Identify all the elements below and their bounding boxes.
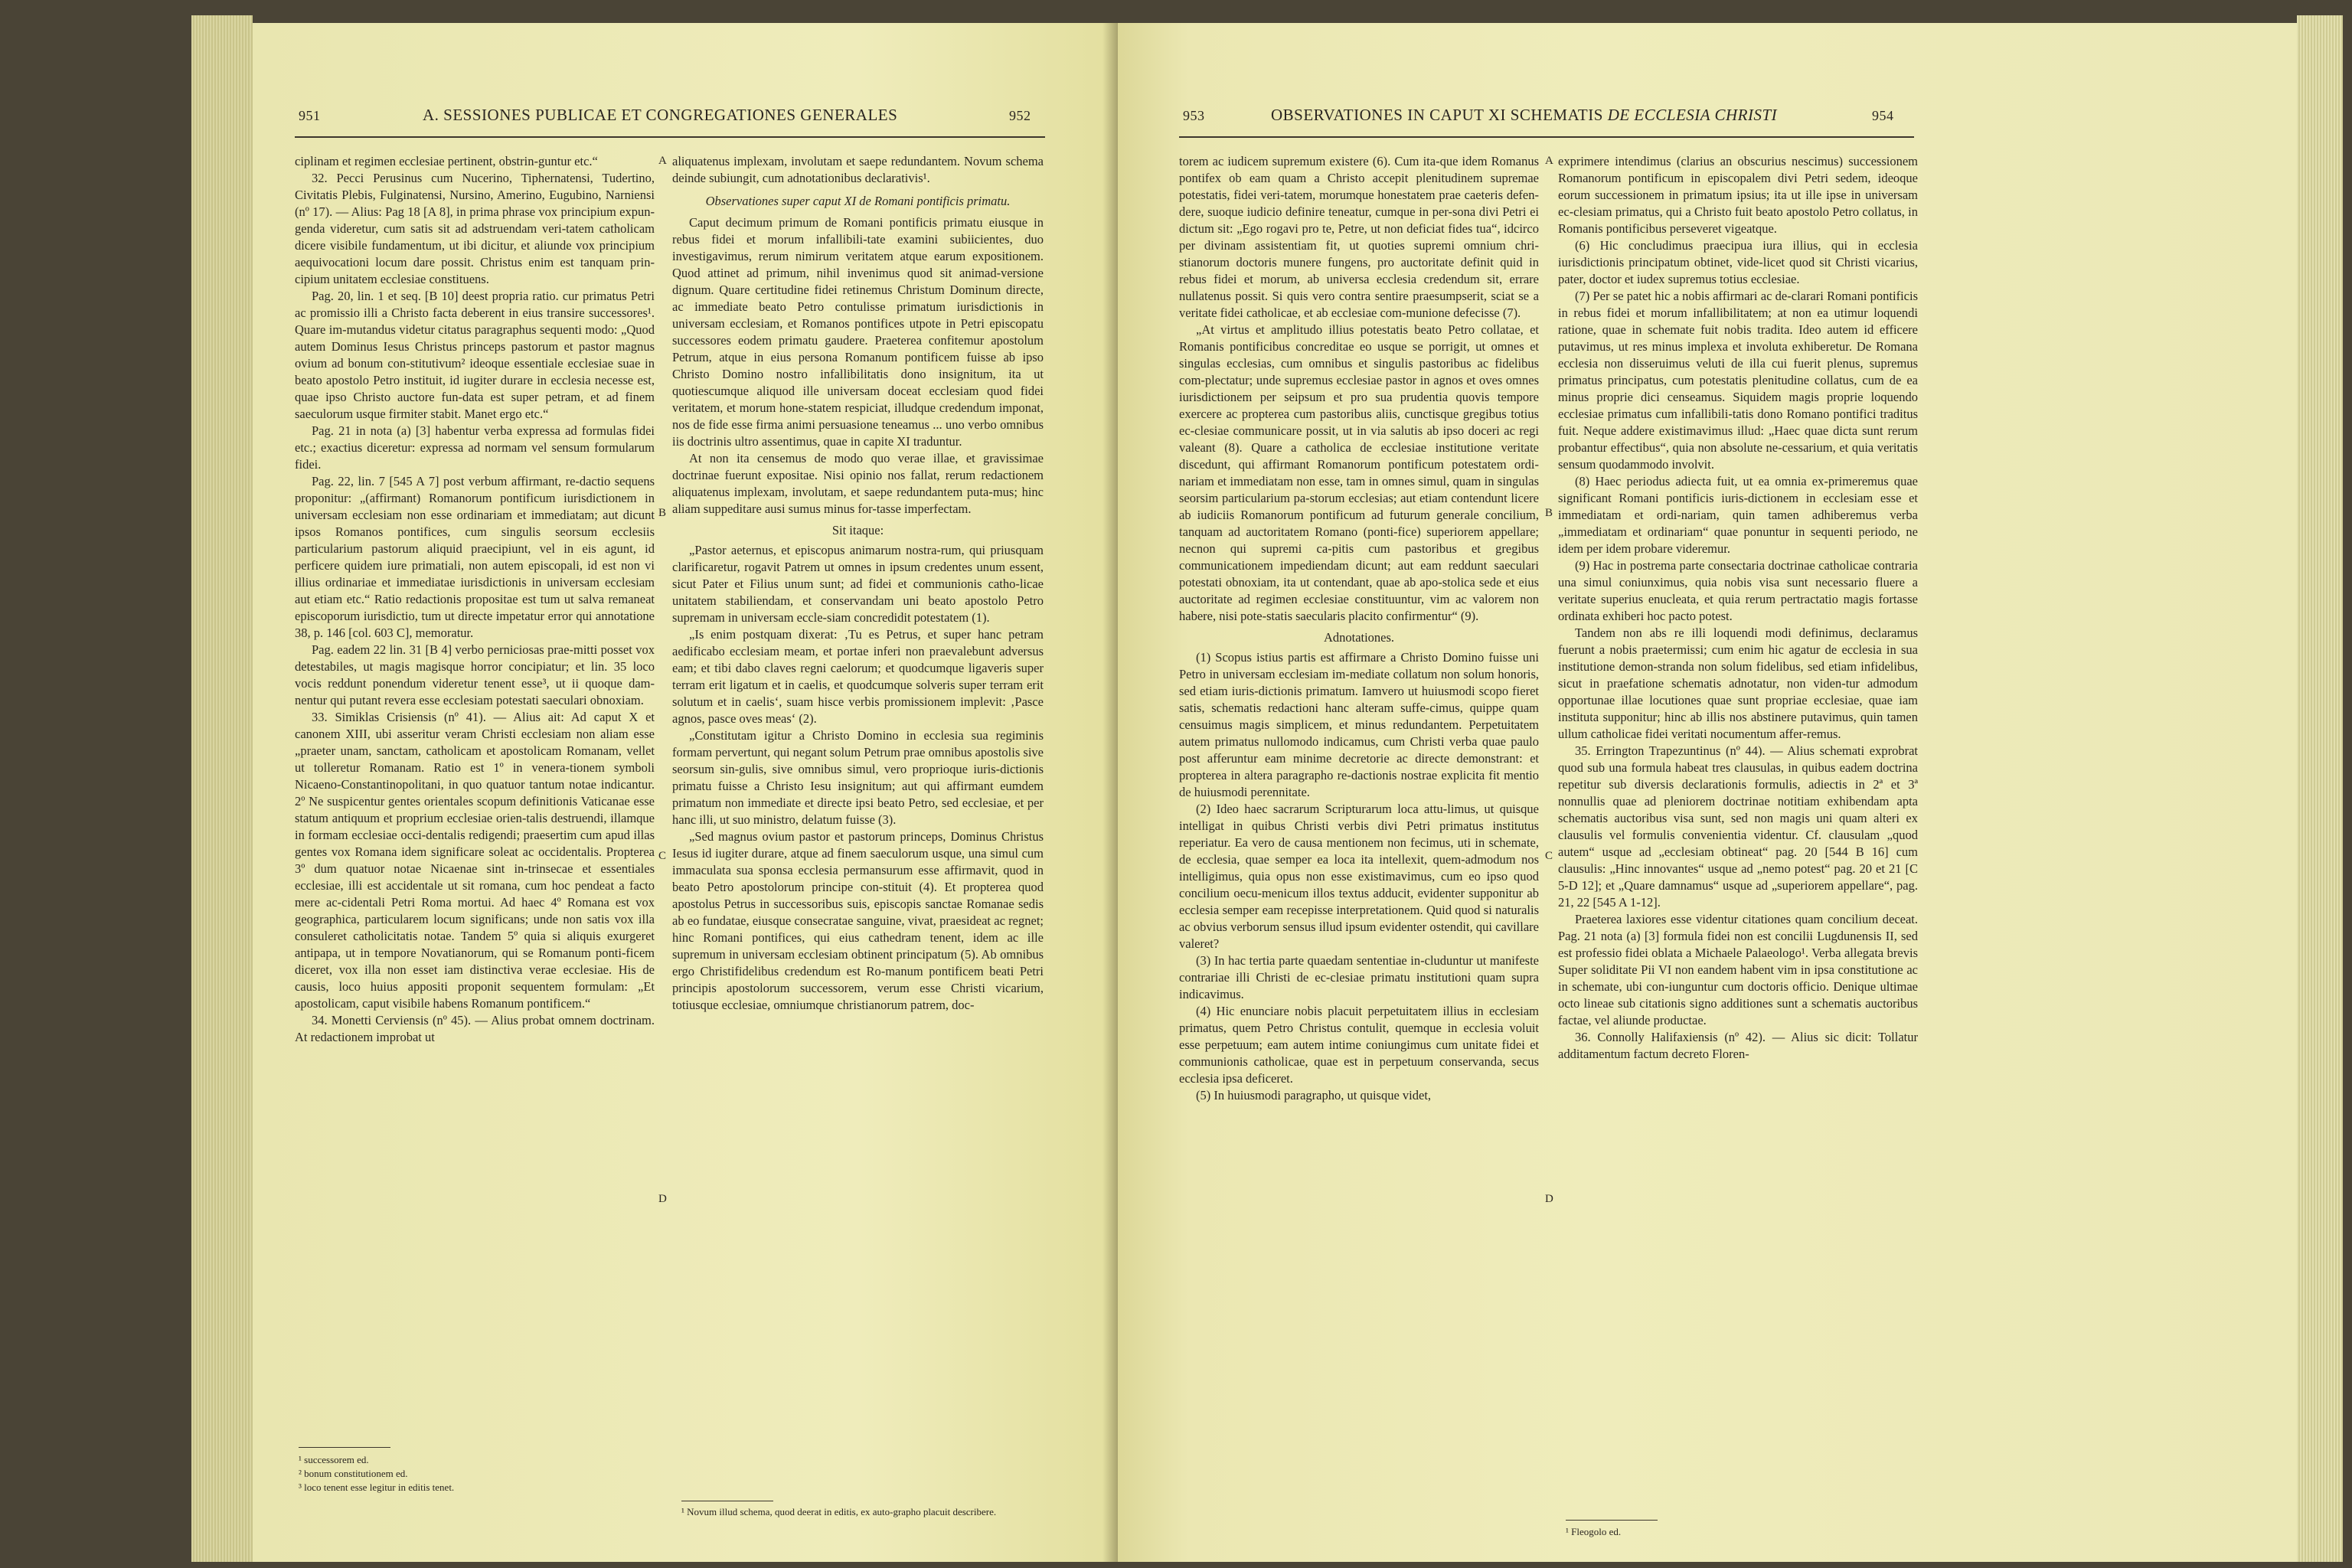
margin-letter-b: B xyxy=(1545,507,1553,519)
paragraph: Pag. 20, lin. 1 et seq. [B 10] deest propria ratio. cur primatus Petri ac promissio illi a Christo facta deberent in eius transire successores¹. Quare im-mutandus videtur citatus paragraphus sequenti modo: „Quod autem Dominus Iesus Christus princeps pastorum et pastor magnus ovium ad bonum con-stitutivum² ideoque essentiale ecclesiae suae in beato apostolo Petro instituit, id iugiter durare in ecclesia necesse est, quae ipso Christo auctore fun-data est super petram, et ad finem saeculorum usque firmiter stabit. Manet ergo etc.“ xyxy=(295,289,655,421)
footnotes-left-2 xyxy=(681,1505,1041,1519)
paragraph: (2) Ideo haec sacrarum Scripturarum loca attu-limus, ut quisque intelligat in quibus Christi verbis divi Petri primatus institutus reperiatur. Ea vero de causa mentionem non fecimus, uti in schemate, de ecclesia, quae semper ea loca ita intellexit, quem-admodum nos intelligimus, quia opus non esse existimavimus, cum eo ipso quod concilium oecu-menicum illos textus adducit, evidenter supponitur ab ecclesia semper eam recepisse interpretationem. Quid quod si naturalis ac obvius verborum sensus illud ipsum evidenter ostendit, qui cavillare valeret? xyxy=(1179,802,1539,951)
footnote: ³ loco tenent esse legitur in editis tenet. xyxy=(299,1481,455,1493)
paragraph: Pag. 21 in nota (a) [3] habentur verba expressa ad formulas fidei etc.; exactius diceretur: expressa ad normam vel sensum formularum fidei. xyxy=(295,423,655,472)
paragraph: 34. Monetti Cerviensis (nº 45). — Alius probat omnem doctrinam. At redactionem improbat ut xyxy=(295,1013,655,1044)
page-stack-right xyxy=(2297,15,2343,1562)
paragraph: Praeterea laxiores esse videntur citationes quam concilium deceat. Pag. 21 nota (a) [3] formula fidei non est concilii Lugdunensis II, sed est professio fidei oblata a Michaele Palaeologo¹. Verba allegata brevis Super soliditate Pii VI non eandem habent vim in ipsa constitutione ac in schemate, ubi con-iunguntur cum doctoris officio. Denique ultimae octo lineae sub citationis signo additiones sunt a schematis auctoribus factae, vel aliunde productae. xyxy=(1558,912,1918,1027)
margin-letter-c: C xyxy=(1545,850,1553,862)
paragraph: (9) Hac in postrema parte consectaria doctrinae catholicae contraria una simul coniunximus, quia nobis visa sunt necessario fluere a veritate superius enucleata, et quia rerum pertractatio magis fortasse ordinata exhiberi hoc pacto potest. xyxy=(1558,558,1918,623)
paragraph: 35. Errington Trapezuntinus (nº 44). — Alius schemati exprobrat quod sub una formula habeat tres clausulas, in quibus eadem doctrina repetitur sub diversis declarationis formulis, adiectis in 2ª et 3ª nonnullis quae ad pleniorem doctrinae notitiam exhibendam apta schematis auctoribus visa sunt, sed non magis uni quam alteri ex clausulis vel formulis convenientia videntur. Cf. clausulam „quod autem“ usque ad „ecclesiam obtineat“ pag. 20 [544 B 16] cum clausulis: „Hinc innovantes“ usque ad „nemo potest“ pag. 20 et 21 [C 5-D 12]; et „Quare damnamus“ usque ad „superiorem appellare“, pag. 21, 22 [545 A 1-12]. xyxy=(1558,743,1918,910)
running-head-right: OBSERVATIONES IN CAPUT XI SCHEMATIS DE ECCLESIA CHRISTI xyxy=(1271,106,1778,124)
section-title: Observationes super caput XI de Romani pontificis primatu. xyxy=(705,194,1011,208)
paragraph: Pag. 22, lin. 7 [545 A 7] post verbum affirmant, re-dactio sequens proponitur: „(affirmant) Romanorum pontificum iurisdictionem in universam ecclesiam non esse ordinariam et immediatam; aut dicunt ipsos Romanos pontifices, cum singulis seorsum ecclesiis particularium pastorum aliquid praecipiunt, vel in eis agunt, id perficere quidem iure primatiali, non autem episcopali, id est non vi illius ordinariae et immediatae iurisdictionis in universam ecclesiam aut etiam etc.“ Ratio redactionis propositae est tum ut salva remaneat episcoporum iurisdictio, tum ut directe impetatur error qui annotatione 38, p. 146 [col. 603 C], memoratur. xyxy=(295,474,655,640)
page-stack-left xyxy=(191,15,253,1562)
paragraph: torem ac iudicem supremum existere (6). Cum ita-que idem Romanus pontifex ob eam quam a Christo accepit plenitudinem supremae potestatis, fidei veri-tatem, morumque honestatem prae caeteris defen-dere, suoque iudicio definire teneatur, cumque in per-sona divi Petri ei dictum sit: „Ego rogavi pro te, Petre, ut non deficiat fides tua“, idcirco per divinam assistentiam fit, ut quoties supremi omnium chri-stianorum doctoris munere fungens, pro auctoritate definit quid in rebus fidei et morum, ab universa ecclesia credendum sit, errare nullatenus possit. Si quis vero contra sentire praesumpserit, sciat se a veritate fidei catholicae, et ab ecclesiae com-munione defecisse (7). xyxy=(1179,154,1539,320)
paragraph: „Pastor aeternus, et episcopus animarum nostra-rum, qui priusquam clarificaretur, rogavit Patrem ut omnes in ipsum credentes unum essent, sicut Pater et Filius unum sunt; ad fidei et communionis catho-licae unitatem stabiliendam, et conservandam uni beato apostolo Petro supremam in universam eccle-siam concredidit potestatem (1). xyxy=(672,543,1044,625)
paragraph: (1) Scopus istius partis est affirmare a Christo Domino fuisse uni Petro in universam ecclesiam im-mediate collatum non solum honoris, sed etiam iuris-dictionis primatum. Iamvero ut huiusmodi scopo fieret satis, schematis redactioni hanc alteram suffe-cimus, quippe quam censuimus magis simplicem, et minus redundantem. Perpetuitatem autem primatus nullomodo indicamus, cum Christi verba quae paulo post afferuntur eam minime decretorie ac directe demonstrant: et propterea in altera paragrapho re-dactionis nostrae explicita fit mentio de huiusmodi perennitate. xyxy=(1179,650,1539,799)
left-column-2 xyxy=(672,153,1044,1014)
paragraph: (7) Per se patet hic a nobis affirmari ac de-clarari Romani pontificis in rebus fidei et morum infallibilitatem; at non ea utimur loquendi ratione, quae in schemate fuit nobis tradita. Ideo autem id efficere putavimus, ut res minus implexa et involuta exhiberetur. De Romana ecclesia non disseruimus veluti de illa cui fuerit plenus, supremus primatus principatus, cum potestatis plenitudine collatus, cum de ea minus proprie dici censeamus. Siquidem magis proprie loquendo ecclesiae primatus cum infallibili-tatis dono Romano pontifici traditus fuit. Neque addere existimavimus illud: „Haec quae dicta sunt rerum probantur effectibus“, quia non absolute ne-cessarium, et quia veritatis sensum quodammodo involvit. xyxy=(1558,289,1918,472)
margin-letter-b: B xyxy=(658,507,667,519)
footnote: ¹ Fleogolo ed. xyxy=(1566,1526,1622,1537)
header-rule xyxy=(295,136,1045,138)
page-number-953: 953 xyxy=(1183,108,1205,123)
paragraph: „Sed magnus ovium pastor et pastorum princeps, Dominus Christus Iesus id iugiter durare, atque ad finem saeculorum usque, una simul cum immaculata sua sponsa ecclesia permansurum esse affirmavit, quod in beato Petro apostolorum principe con-stituit (4). Et propterea quod apostolus Petrus in successoribus suis, episcopis sanctae Romanae sedis ab eo fundatae, eiusque consecratae sanguine, vivat, praesideat ac regnet; hinc Romani pontifices, qui eius cathedram tenent, idem ac ille supremum in universam ecclesiam obtinent principatum (5). Ab omnibus ergo Christifidelibus credendum est Ro-manum pontificem beati Petri principis apostolorum successorem, verum esse Christi vicarium, totiusque ecclesiae, omniumque christianorum patrem, doc- xyxy=(672,829,1044,1012)
paragraph: 32. Pecci Perusinus cum Nucerino, Tiphernatensi, Tudertino, Civitatis Plebis, Fulginatensi, Nursino, Amerino, Eugubino, Narniensi (nº 17). — Alius: Pag 18 [A 8], in prima phrase vox principium expun-genda videretur, cum satis sit ad adstruendam veri-tatem catholicam dicere visibile fundamentum, ut ibi dicitur, et aliunde vox principium aequivocationi locum dare possit. Christus enim est tanquam prin-cipium unitatem ecclesiae constituens. xyxy=(295,171,655,286)
subheading: Adnotationes. xyxy=(1323,630,1395,645)
footnote: ¹ successorem ed. xyxy=(299,1454,369,1465)
paragraph: 36. Connolly Halifaxiensis (nº 42). — Alius sic dicit: Tollatur additamentum factum decreto Floren- xyxy=(1558,1030,1918,1061)
paragraph: aliquatenus implexam, involutam et saepe redundantem. Novum schema deinde subiungit, cum adnotationibus declarativis¹. xyxy=(672,154,1044,185)
paragraph: (8) Haec periodus adiecta fuit, ut ea omnia ex-primeremus quae significant Romani pontificis iuris-dictionem in ecclesiam esse et immediatam et ordi-nariam, quin tamen adhiberemus verba „immediatam et ordinariam“ quae ponuntur in sequenti periodo, ne idem per idem probare videremur. xyxy=(1558,474,1918,556)
footnotes-right-2 xyxy=(1566,1525,1918,1539)
right-column-1 xyxy=(1179,153,1539,1104)
paragraph: (4) Hic enunciare nobis placuit perpetuitatem illius in ecclesiam primatus, quem Petro Christus contulit, quemque in ecclesia voluit esse perpetuum; eam autem intime coniungimus cum unitate fidei et communionis catholicae, quae est in perpetuum conservanda, secus ecclesia ipsa deficeret. xyxy=(1179,1004,1539,1086)
left-page xyxy=(253,23,1118,1562)
margin-letter-a: A xyxy=(1545,155,1553,167)
margin-letter-d: D xyxy=(658,1193,667,1205)
footnote: ¹ Novum illud schema, quod deerat in editis, ex auto-grapho placuit describere. xyxy=(681,1506,997,1517)
footnote-rule xyxy=(299,1447,390,1448)
margin-letter-c: C xyxy=(658,850,667,862)
left-column-1 xyxy=(295,153,655,1046)
paragraph: „Is enim postquam dixerat: ‚Tu es Petrus, et super hanc petram aedificabo ecclesiam meam, et portae inferi non praevalebunt adversus eam; et tibi dabo claves regni caelorum; et quodcumque ligaveris super terram erit ligatum et in caelis, et quodcumque solveris super terram erit solutum et in caelis‘, suam hisce verbis promissionem implevit: ‚Pasce agnos, pasce oves meas‘ (2). xyxy=(672,627,1044,726)
paragraph: „At virtus et amplitudo illius potestatis beato Petro collatae, et Romanis pontificibus concreditae eo usque se porrigit, ut omnes et singulas ecclesias, cum omnibus et singulis pastoribus ac fidelibus com-plectatur; unde supremus ecclesiae pastor in agnos et oves omnes iurisdictionem per seipsum et pro sua prudentia quovis tempore exercere ac propterea cum pastoribus aliis, cunctisque gregibus totius ec-clesiae communicare possit, ut in via salutis ab ipso doceri ac regi valeant (8). Quare a catholica de ecclesiae institutione veritate discedunt, qui affirmant Romanorum pontificum potestatem ordi-nariam et immediatam non esse, tam in omnes simul, quam in singulas seorsim particularium pa-storum ecclesias; aut etiam contendunt licere ab iudiciis Romanorum pontificum ad futurum generale concilium, tanquam ad auctoritatem Romano (ponti-fice) superiorem appellare; necnon qui supremi ca-pitis cum pastoribus et gregibus communicationem impediendam dicunt; aut eam reddunt saeculari potestati obnoxiam, ita ut contendant, quae ab apo-stolica sede et eius auctoritate ad regimen ecclesiae constituuntur, vim ac valorem non habere, nisi pote-statis saecularis placito confirmentur“ (9). xyxy=(1179,322,1539,623)
footnote: ² bonum constitutionem ed. xyxy=(299,1468,408,1479)
paragraph: Caput decimum primum de Romani pontificis primatu eiusque in rebus fidei et morum infallibili-tate examini subiicientes, duo investigavimus, rerum nimirum veritatem atque earum expositionem. Quod attinet ad primum, nihil invenimus quod sit animad-versione dignum. Quare certitudine fidei retinemus Christum Dominum directe, ac immediate beato Petro contulisse primatum iurisdictionis in universam ecclesiam, et Romanos pontifices utpote in Petri episcopatu successores eodem primatu gaudere. Praeterea confitemur apostolum Petrum, atque in eius persona Romanum pontificem fuisse ab ipso Christo Domino nostro infallibilitatis dono insignitum, ita ut quotiescumque aliquod ille universam doceat ecclesiam quod fidei veritatem, et morum hone-statem respiciat, illudque credendum imponat, nos de fide esse firma animi persuasione teneamus ... uno verbo omnibus iis doctrinis ultro assentimus, quae in capite XI traduntur. xyxy=(672,215,1044,449)
paragraph: 33. Simiklas Crisiensis (nº 41). — Alius ait: Ad caput X et canonem XIII, ubi asseritur veram Christi ecclesiam non aliam esse „praeter unam, sanctam, catholicam et apostolicam Romanam, vellet ut tolleretur Romanam. Ratio est 1º in venera-tionem symboli Nicaeno-Constantinopolitani, in quo quatuor tantum notae indicantur. 2º Ne suspicentur gentes orientales scopum definitionis Vaticanae esse statum antiquum et proprium ecclesiae orien-talis destruendi, illamque in formam ecclesiae occi-dentalis redigendi; praesertim cum apud illas gentes vox Romana idem significare soleat ac occidentalis. Propterea 3º dum quatuor notae Nicaenae sint in-trinsecae et essentiales ecclesiae, illi est accidentale ut sit romana, cum hoc pendeat a facto mere ac-cidentali Petri Roma mortui. Ad haec 4º Romana est vox geographica, particularem locum significans; unde non satis vox illa consuleret catholicitatis notae. Tandem 5º quia si aliquis exurgeret antipapa, ut in tempore Novatianorum, qui se Romanum ponti-ficem diceret, vox illa non esset iam distinctiva verae ecclesiae. His de causis, loco huius appositi proponit sequentem formulam: „Et apostolicam, caput visibile habens Romanum pontificem.“ xyxy=(295,710,655,1011)
paragraph: exprimere intendimus (clarius an obscurius nescimus) successionem Romanorum pontificum in episcopalem divi Petri sedem, ideoque eorum successionem in primatum ipsius; ita ut ille ipse in universam ec-clesiam primatus, qui a Christo fuit beato apostolo Petro collatus, in Romanis pontificibus perseveret vigeatque. xyxy=(1558,154,1918,236)
paragraph: At non ita censemus de modo quo verae illae, et gravissimae doctrinae fuerunt expositae. Nisi opinio nos fallat, rerum redactionem aliquatenus implexam, involutam, et saepe redundantem puta-mus; hinc aliam suppeditare ausi sumus minus for-tasse imperfectam. xyxy=(672,451,1044,516)
page-number-952: 952 xyxy=(1009,108,1031,123)
margin-letter-d: D xyxy=(1545,1193,1553,1205)
paragraph: ciplinam et regimen ecclesiae pertinent, obstrin-guntur etc.“ xyxy=(295,154,598,168)
paragraph: „Constitutam igitur a Christo Domino in ecclesia sua regiminis formam pervertunt, qui negant solum Petrum prae omnibus apostolis sive seorsum sin-gulis, sive omnibus simul, vero proprioque iuris-dictionis primatu fuisse a Christo Iesu insignitum; aut qui affirmant eumdem primatum non immediate et directe ipsi beato Petro, sed ecclesiae, et per hanc illi, ut suo ministro, delatum fuisse (3). xyxy=(672,728,1044,827)
paragraph: (6) Hic concludimus praecipua iura illius, qui in ecclesia iurisdictionis principatum obtinet, vide-licet quod sit Christi vicarius, pater, doctor et iudex supremus totius ecclesiae. xyxy=(1558,238,1918,286)
footnotes-left-1 xyxy=(299,1453,651,1494)
page-number-951: 951 xyxy=(299,108,321,123)
page-number-954: 954 xyxy=(1872,108,1894,123)
paragraph: (5) In huiusmodi paragrapho, ut quisque videt, xyxy=(1196,1088,1432,1102)
paragraph: Pag. eadem 22 lin. 31 [B 4] verbo perniciosas prae-mitti posset vox detestabiles, ut magis magisque horror concipiatur; et lin. 35 loco vocis reddunt ponendum videretur tenent esse³, ut ii quoque dam-nentur qui putant revera esse ecclesiam potestati saeculari obnoxiam. xyxy=(295,642,655,707)
subheading: Sit itaque: xyxy=(831,523,884,537)
right-column-2 xyxy=(1558,153,1918,1063)
paragraph: (3) In hac tertia parte quaedam sententiae in-cluduntur ut manifeste contrariae illi Christi de ec-clesiae primatu institutioni quam supra indicavimus. xyxy=(1179,953,1539,1001)
running-head-left: A. SESSIONES PUBLICAE ET CONGREGATIONES GENERALES xyxy=(423,106,898,124)
paragraph: Tandem non abs re illi loquendi modi definimus, declaramus fuerunt a nobis praetermissi; cum enim hic agatur de ecclesia in sua institutione demon-stranda non solum fidelibus, sed etiam infidelibus, sicut in praefatione schematis adnotatur, non viden-tur admodum opportunae illae locutiones quae sunt propriae ecclesiae, quae iam instituta supponitur; hinc ab illis nos abstinere putavimus, quin tamen ullum catholicae fidei veritati nocumentum affer-remus. xyxy=(1558,626,1918,741)
header-rule xyxy=(1179,136,1914,138)
footnote-rule xyxy=(1566,1520,1658,1521)
margin-letter-a: A xyxy=(658,155,667,167)
right-page xyxy=(1118,23,2297,1562)
